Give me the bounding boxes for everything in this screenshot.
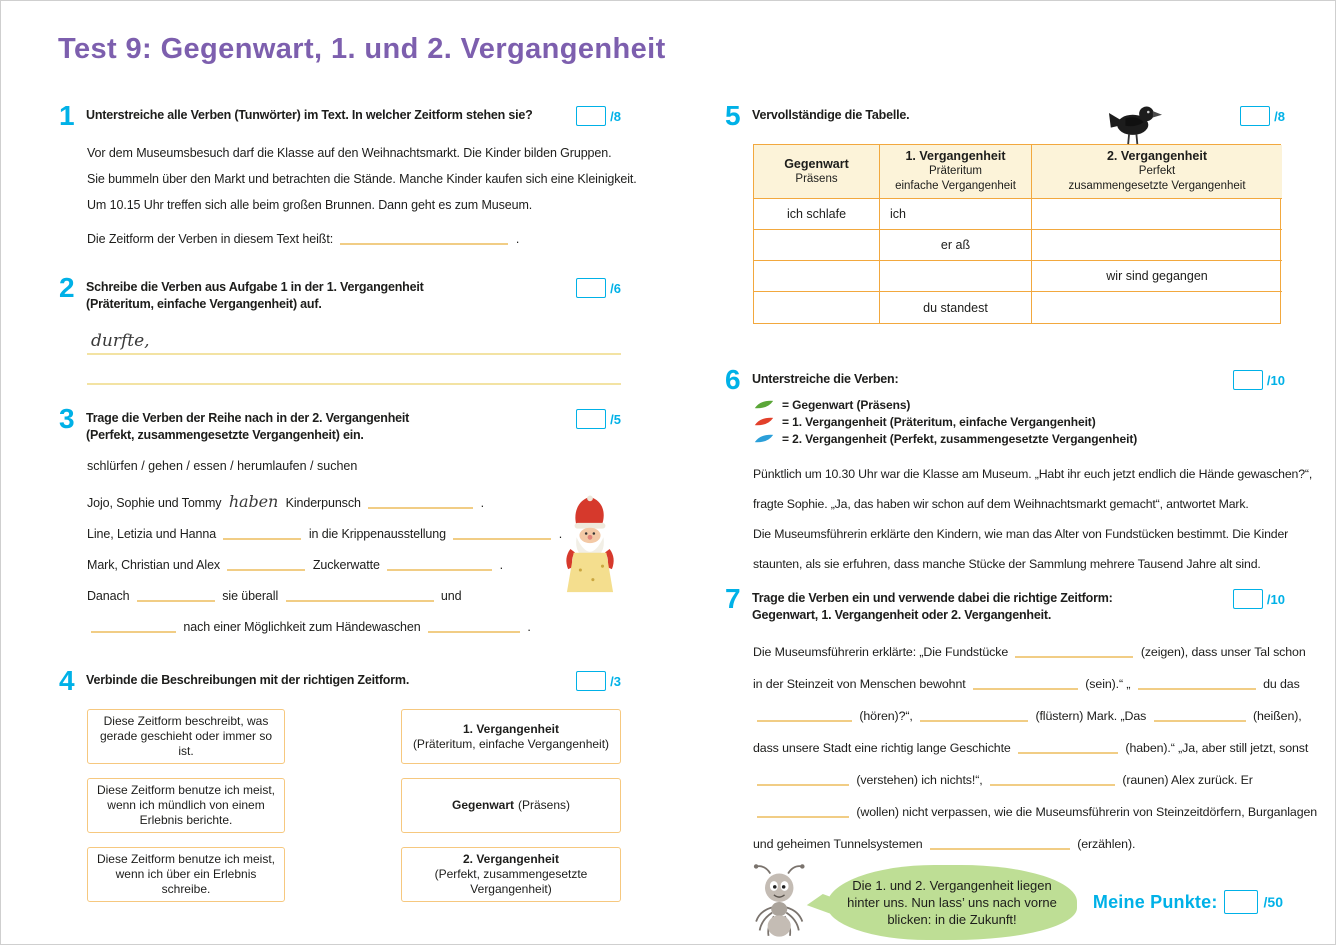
text-segment: Zuckerwatte xyxy=(312,558,380,572)
prompt-line: Trage die Verben der Reihe nach in der 2. Vergangenheit xyxy=(86,411,410,425)
exercise-7-score xyxy=(1233,587,1285,609)
header-title: 1. Vergangenheit xyxy=(905,149,1006,163)
description-box[interactable] xyxy=(87,778,285,833)
answer-blank[interactable] xyxy=(428,620,520,633)
table-header-cell xyxy=(880,145,1032,199)
exercise-2-prompt xyxy=(86,276,424,313)
score-input-box[interactable] xyxy=(576,106,606,126)
legend-label: = 2. Vergangenheit (Perfekt, zusammengesetzte Vergangenheit) xyxy=(782,431,1138,446)
answer-blank[interactable] xyxy=(920,709,1028,722)
header-sub: einfache Vergangenheit xyxy=(895,180,1016,192)
text-segment: (hören)?“, xyxy=(859,709,913,723)
text-segment: Kinderpunsch xyxy=(285,496,361,510)
score-input-box[interactable] xyxy=(576,278,606,298)
speech-bubble xyxy=(827,865,1077,940)
fill-in-line xyxy=(753,764,1285,796)
text-segment: (sein).“ „ xyxy=(1085,677,1131,691)
legend-label: = Gegenwart (Präsens) xyxy=(782,397,911,412)
table-cell-empty[interactable] xyxy=(1032,230,1282,261)
reading-text-line: fragte Sophie. „Ja, das haben wir schon auf dem Weihnachtsmarkt gemacht“, antwortet Mark. xyxy=(753,497,1249,511)
answer-blank[interactable] xyxy=(1018,741,1118,754)
tense-box[interactable] xyxy=(401,778,621,833)
score-input-box[interactable] xyxy=(1240,106,1270,126)
description-text: Diese Zeitform beschreibt, was gerade geschieht oder immer so ist. xyxy=(99,714,273,758)
exercise-3-prompt xyxy=(86,407,409,444)
text-segment: (wollen) nicht verpassen, wie die Museumsführerin von Steinzeitdörfern, Burganlagen xyxy=(856,805,1318,819)
answer-blank[interactable] xyxy=(91,620,176,633)
fill-in-line xyxy=(753,796,1318,828)
score-max-label: /3 xyxy=(610,673,621,689)
text-segment: (raunen) Alex zurück. Er xyxy=(1122,773,1253,787)
table-cell-empty[interactable] xyxy=(754,230,880,261)
answer-blank[interactable] xyxy=(453,527,551,540)
fill-in-line xyxy=(753,668,1300,700)
exercise-2-number: 2 xyxy=(59,272,75,303)
legend-row xyxy=(753,430,1285,447)
exercise-2 xyxy=(59,272,621,385)
table-cell-empty[interactable] xyxy=(754,292,880,323)
table-cell-empty[interactable] xyxy=(754,261,880,292)
reading-text-line: Pünktlich um 10.30 Uhr war die Klasse am Museum. „Habt ihr euch jetzt endlich die Hände gewaschen?“, xyxy=(753,467,1313,481)
exercise-3 xyxy=(59,403,621,643)
text-segment: Die Zeitform der Verben in diesem Text heißt: xyxy=(87,232,334,246)
fill-in-line xyxy=(753,700,1302,732)
text-segment: (erzählen). xyxy=(1077,837,1136,851)
answer-blank[interactable] xyxy=(368,496,473,509)
reading-text-line: staunten, als sie erfuhren, dass manche Stücke der Sammlung mehrere Tausend Jahre alt sind. xyxy=(753,557,1261,571)
text-segment: Die Museumsführerin erklärte: „Die Fundstücke xyxy=(753,645,1009,659)
reading-text-line: Um 10.15 Uhr treffen sich alle beim großen Brunnen. Dann geht es zum Museum. xyxy=(87,198,533,212)
text-segment: Mark, Christian und Alex xyxy=(87,558,221,572)
text-segment: (flüstern) Mark. „Das xyxy=(1035,709,1147,723)
blue-marker-icon xyxy=(753,432,775,445)
text-segment: (verstehen) ich nichts!“, xyxy=(856,773,983,787)
header-sub: Perfekt xyxy=(1138,165,1176,177)
fill-in-line xyxy=(753,636,1306,668)
table-cell: wir sind gegangen xyxy=(1032,261,1282,292)
fill-in-line xyxy=(87,581,621,612)
exercise-2-score xyxy=(576,276,621,298)
ant-illustration xyxy=(749,862,813,942)
table-cell-empty[interactable] xyxy=(1032,292,1282,323)
text-segment: in die Krippenausstellung xyxy=(308,527,446,541)
prompt-line: Gegenwart, 1. Vergangenheit oder 2. Vergangenheit. xyxy=(752,608,1052,622)
exercise-1-score xyxy=(576,104,621,126)
fill-in-line xyxy=(87,226,621,252)
exercise-1 xyxy=(59,100,637,252)
table-cell-empty[interactable] xyxy=(1032,199,1282,230)
answer-blank[interactable] xyxy=(286,589,434,602)
text-segment: (zeigen), dass unser Tal schon xyxy=(1140,645,1306,659)
score-input-box[interactable] xyxy=(1233,370,1263,390)
text-segment: sie überall xyxy=(222,589,279,603)
prompt-line: (Präteritum, einfache Vergangenheit) auf. xyxy=(86,297,322,311)
tense-subtitle: (Präsens) xyxy=(518,798,571,812)
answer-blank[interactable] xyxy=(1015,645,1133,658)
score-input-box[interactable] xyxy=(576,671,606,691)
tense-name: 2. Vergangenheit xyxy=(462,852,560,866)
table-cell-empty[interactable] xyxy=(880,261,1032,292)
exercise-3-score xyxy=(576,407,621,429)
exercise-4-score xyxy=(576,669,621,691)
exercise-7-prompt xyxy=(752,587,1113,624)
header-sub: Präsens xyxy=(795,172,838,185)
answer-blank[interactable] xyxy=(1138,677,1256,690)
legend-label: = 1. Vergangenheit (Präteritum, einfache Vergangenheit) xyxy=(782,414,1096,429)
exercise-5 xyxy=(725,100,1285,324)
bubble-text-line: hinter uns. Nun lass’ uns nach vorne xyxy=(847,894,1057,910)
reading-text-line: Die Museumsführerin erklärte den Kindern, wie man das Alter von Fundstücken bestimmt. Die Kinder xyxy=(753,527,1289,541)
exercise-3-number: 3 xyxy=(59,403,75,434)
fill-in-line xyxy=(87,486,621,519)
crow-illustration xyxy=(1098,100,1162,146)
exercise-1-prompt: Unterstreiche alle Verben (Tunwörter) im Text. In welcher Zeitform stehen sie? xyxy=(86,108,533,122)
match-row xyxy=(87,847,621,902)
text-segment: dass unsere Stadt eine richtig lange Geschichte xyxy=(753,741,1011,755)
table-cell: ich xyxy=(880,199,1032,230)
tense-subtitle: (Präteritum, einfache Vergangenheit) xyxy=(412,736,610,751)
score-max-label: /10 xyxy=(1266,591,1285,607)
text-segment: und geheimen Tunnelsystemen xyxy=(753,837,923,851)
exercise-6-score xyxy=(1233,368,1285,390)
text-segment: du das xyxy=(1263,677,1300,691)
exercise-6 xyxy=(725,364,1313,579)
exercise-1-number: 1 xyxy=(59,100,75,131)
points-total: /50 xyxy=(1263,894,1283,910)
description-text: Diese Zeitform benutze ich meist, wenn ich über ein Erlebnis schreibe. xyxy=(96,852,276,896)
table-cell: du standest xyxy=(880,292,1032,323)
answer-writing-line[interactable] xyxy=(87,325,621,355)
answer-blank[interactable] xyxy=(757,709,852,722)
word-bank: schlürfen / gehen / essen / herumlaufen / suchen xyxy=(87,459,358,473)
score-max-label: /5 xyxy=(610,411,621,427)
points-label: Meine Punkte: xyxy=(1092,891,1218,912)
footer xyxy=(749,862,1285,942)
fill-in-line xyxy=(87,612,621,643)
text-segment: . xyxy=(527,620,531,634)
exercise-7 xyxy=(725,583,1318,860)
tense-subtitle: (Perfekt, zusammengesetzte Vergangenheit) xyxy=(434,867,588,896)
score-max-label: /10 xyxy=(1266,372,1285,388)
text-segment: Danach xyxy=(87,589,130,603)
prompt-line: Trage die Verben ein und verwende dabei die richtige Zeitform: xyxy=(752,591,1113,605)
page-title: Test 9: Gegenwart, 1. und 2. Vergangenheit xyxy=(58,33,666,65)
exercise-6-prompt: Unterstreiche die Verben: xyxy=(752,372,899,386)
answer-blank[interactable] xyxy=(227,558,305,571)
match-row xyxy=(87,778,621,833)
answer-blank[interactable] xyxy=(340,232,508,245)
tense-name: Gegenwart xyxy=(451,798,514,812)
legend-row xyxy=(753,396,1285,413)
bubble-text-line: Die 1. und 2. Vergangenheit liegen xyxy=(852,877,1052,893)
answer-blank[interactable] xyxy=(930,837,1070,850)
text-segment: . xyxy=(515,232,520,246)
exercise-7-number: 7 xyxy=(725,583,741,614)
description-box[interactable] xyxy=(87,847,285,902)
text-segment: . xyxy=(499,558,503,572)
exercise-5-number: 5 xyxy=(725,100,741,131)
red-marker-icon xyxy=(753,415,775,428)
exercise-5-prompt: Vervollständige die Tabelle. xyxy=(752,108,910,122)
exercise-4-number: 4 xyxy=(59,665,75,696)
score-max-label: /8 xyxy=(610,108,621,124)
left-column xyxy=(59,100,637,916)
text-segment: (haben).“ „Ja, aber still jetzt, sonst xyxy=(1125,741,1309,755)
fill-in-line xyxy=(753,732,1309,764)
tense-box[interactable] xyxy=(401,709,621,764)
handwritten-answer: durfte, xyxy=(91,331,150,351)
exercise-4 xyxy=(59,665,621,902)
reading-text-line: Sie bummeln über den Markt und betrachten die Stände. Manche Kinder kaufen sich eine Kleinigkeit. xyxy=(87,172,637,186)
header-title: 2. Vergangenheit xyxy=(1106,149,1208,163)
answer-blank[interactable] xyxy=(387,558,492,571)
answer-blank[interactable] xyxy=(757,773,849,786)
total-score-box[interactable] xyxy=(1224,890,1258,914)
answer-blank[interactable] xyxy=(990,773,1115,786)
match-row xyxy=(87,709,621,764)
exercise-6-number: 6 xyxy=(725,364,741,395)
right-column xyxy=(725,100,1318,942)
answer-blank[interactable] xyxy=(1154,709,1246,722)
text-segment: (heißen), xyxy=(1252,709,1302,723)
answer-blank[interactable] xyxy=(973,677,1078,690)
prompt-line: (Perfekt, zusammengesetzte Vergangenheit) ein. xyxy=(86,428,364,442)
header-title: Gegenwart xyxy=(784,156,849,171)
reading-text-line: Vor dem Museumsbesuch darf die Klasse auf den Weihnachtsmarkt. Die Kinder bilden Gruppen. xyxy=(87,146,612,160)
exercise-4-prompt: Verbinde die Beschreibungen mit der richtigen Zeitform. xyxy=(86,673,410,687)
table-header-cell xyxy=(1032,145,1282,199)
tense-table xyxy=(753,144,1281,324)
color-legend xyxy=(753,396,1285,447)
answer-blank[interactable] xyxy=(223,527,301,540)
text-segment: Line, Letizia und Hanna xyxy=(87,527,217,541)
score-max-label: /8 xyxy=(1274,108,1285,124)
tense-name: 1. Vergangenheit xyxy=(462,721,560,736)
text-segment: in der Steinzeit von Menschen bewohnt xyxy=(753,677,966,691)
text-segment: . xyxy=(558,527,563,541)
score-input-box[interactable] xyxy=(1233,589,1263,609)
fill-in-line xyxy=(87,519,621,550)
tense-box[interactable] xyxy=(401,847,621,902)
handwritten-answer: haben xyxy=(228,492,279,511)
answer-blank[interactable] xyxy=(757,805,849,818)
legend-row xyxy=(753,413,1285,430)
header-sub: Präteritum xyxy=(928,165,983,177)
total-points xyxy=(1093,890,1285,914)
prompt-line: Schreibe die Verben aus Aufgabe 1 in der 1. Vergangenheit xyxy=(86,280,424,294)
exercise-5-score xyxy=(1240,104,1285,126)
bubble-text-line: blicken: in die Zukunft! xyxy=(887,911,1017,927)
description-text: Diese Zeitform benutze ich meist, wenn ich mündlich von einem Erlebnis berichte. xyxy=(96,783,276,827)
fill-in-line xyxy=(753,828,1285,860)
header-sub: zusammengesetzte Vergangenheit xyxy=(1068,180,1246,192)
score-max-label: /6 xyxy=(610,280,621,296)
description-box[interactable] xyxy=(87,709,285,764)
table-header-cell xyxy=(754,145,880,199)
text-segment: . xyxy=(480,496,484,510)
text-segment: Jojo, Sophie und Tommy xyxy=(87,496,222,510)
fill-in-line xyxy=(87,550,621,581)
table-cell: ich schlafe xyxy=(754,199,880,230)
score-input-box[interactable] xyxy=(576,409,606,429)
answer-writing-line[interactable] xyxy=(87,355,621,385)
text-segment: nach einer Möglichkeit zum Händewaschen xyxy=(183,620,421,634)
santa-illustration xyxy=(558,495,619,595)
text-segment: und xyxy=(440,589,462,603)
table-cell: er aß xyxy=(880,230,1032,261)
green-marker-icon xyxy=(753,398,775,411)
answer-blank[interactable] xyxy=(137,589,215,602)
